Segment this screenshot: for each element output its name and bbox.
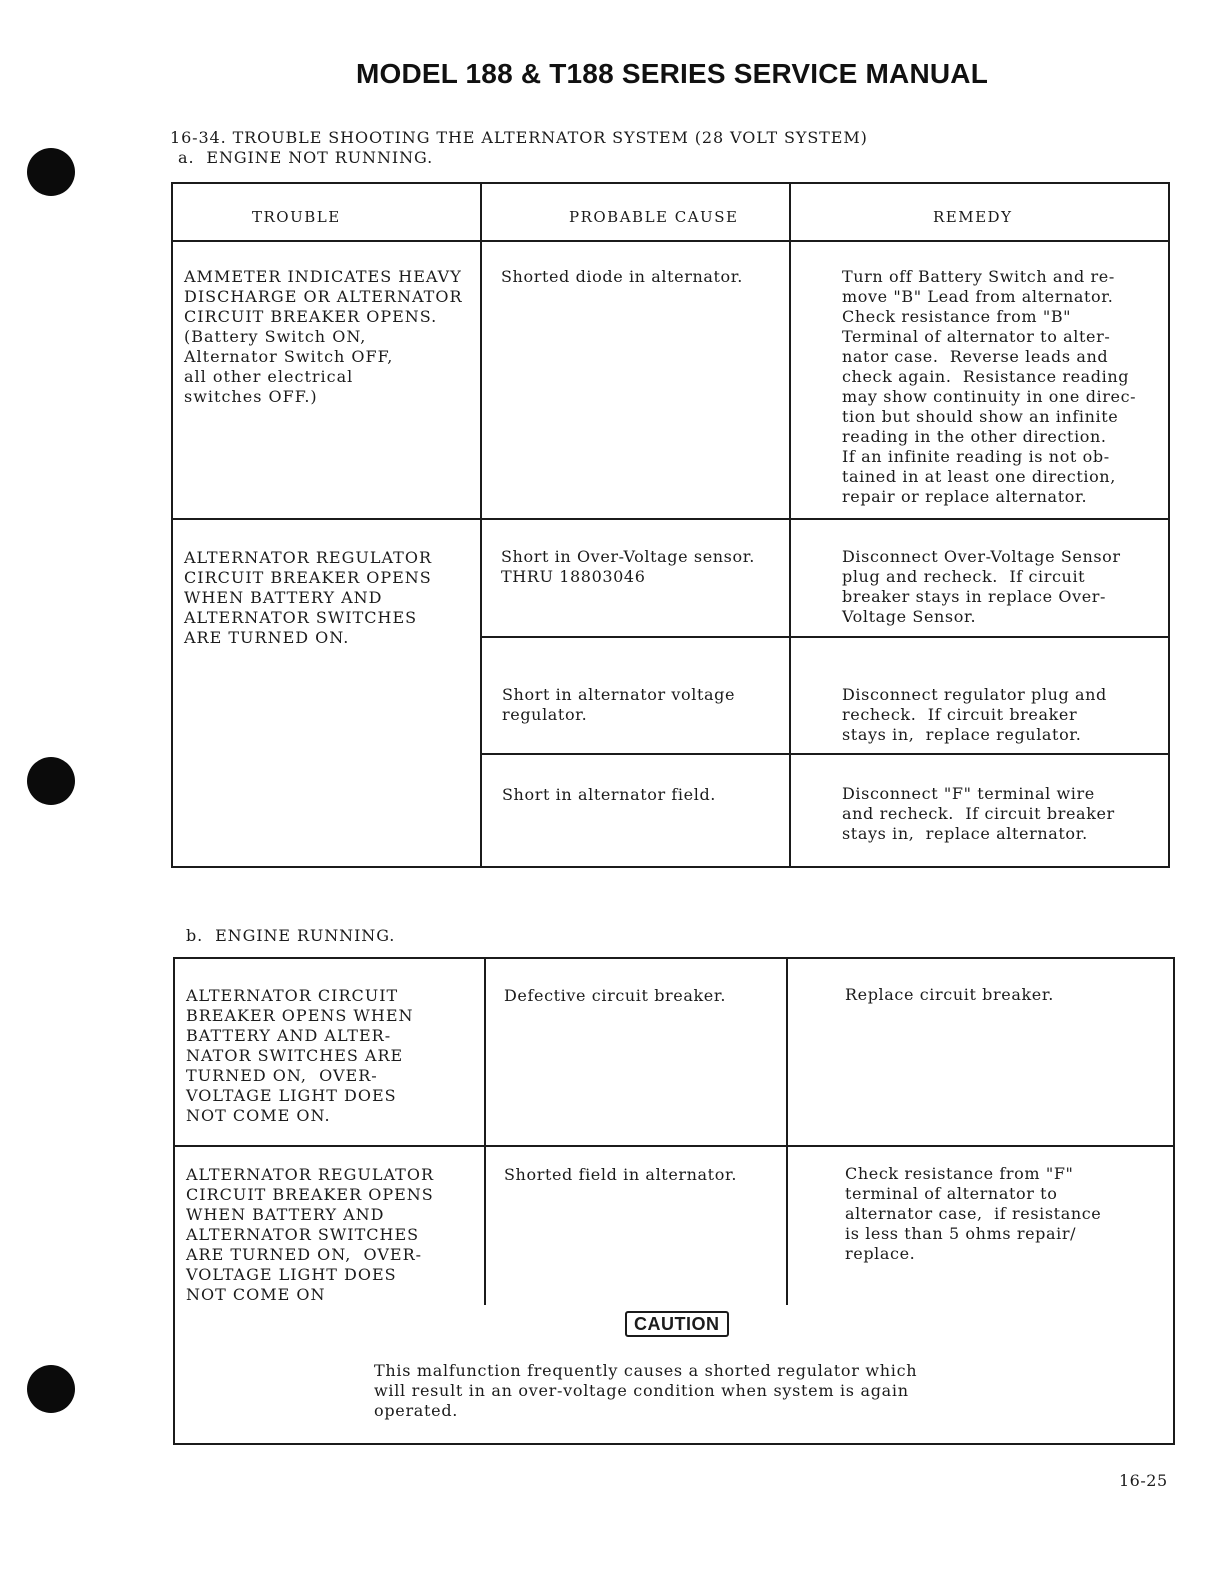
remedy-cell-disconnect-sensor: Disconnect Over-Voltage Sensor plug and recheck. If circuit breaker stays in replace Over- Voltage Sensor. [791, 520, 1168, 638]
cause-cell-alternator-field: Short in alternator field. [482, 755, 791, 866]
page-number: 16-25 [1119, 1471, 1168, 1490]
binder-hole-bottom [27, 1365, 75, 1413]
cause-cell-voltage-regulator: Short in alternator voltage regulator. [482, 638, 791, 755]
column-header-trouble: TROUBLE [173, 184, 482, 242]
trouble-cell-ammeter-heavy-discharge: AMMETER INDICATES HEAVY DISCHARGE OR ALTERNATOR CIRCUIT BREAKER OPENS. (Battery Switch ON, Alternator Switch OFF, all other electrical switches OFF.) [173, 242, 482, 520]
caution-text: This malfunction frequently causes a shorted regulator which will result in an over-voltage condition when system is again operated. [374, 1361, 918, 1420]
remedy-cell-check-field-resistance: Check resistance from "F" terminal of alternator to alternator case, if resistance is less than 5 ohms repair/ replace. [845, 1164, 1102, 1263]
binder-hole-top [27, 148, 75, 196]
cause-cell-shorted-field: Shorted field in alternator. [486, 1147, 788, 1305]
remedy-cell-replace-breaker: Replace circuit breaker. [788, 959, 1173, 1147]
page-title: MODEL 188 & T188 SERIES SERVICE MANUAL [355, 58, 989, 89]
remedy-cell-disconnect-f-terminal: Disconnect "F" terminal wire and recheck. If circuit breaker stays in, replace alternator. [842, 784, 1115, 843]
remedy-cell-check-diode-resistance: Turn off Battery Switch and re- move "B" Lead from alternator. Check resistance from "B" Terminal of alternator to alter- nator case. Reverse leads and check again. Resistance reading may show continuity in one direc- tion but should show an infinite reading in the other direction. If an infinite reading is not ob- tained in at least one direction, repair or replace alternator. [791, 242, 1168, 520]
column-header-probable-cause: PROBABLE CAUSE [482, 184, 791, 242]
subsection-label-engine-not-running: a. ENGINE NOT RUNNING. [178, 148, 434, 167]
trouble-cell-regulator-breaker-opens-running: ALTERNATOR REGULATOR CIRCUIT BREAKER OPENS WHEN BATTERY AND ALTERNATOR SWITCHES ARE TURNED ON, OVER- VOLTAGE LIGHT DOES NOT COME ON [175, 1147, 486, 1305]
cause-cell-defective-breaker: Defective circuit breaker. [486, 959, 788, 1147]
trouble-table-engine-not-running [171, 182, 1170, 868]
remedy-cell-disconnect-regulator: Disconnect regulator plug and recheck. If circuit breaker stays in, replace regulator. [791, 638, 1168, 755]
trouble-table-engine-running [173, 957, 1175, 1445]
subsection-label-engine-running: b. ENGINE RUNNING. [186, 926, 396, 945]
trouble-cell-regulator-breaker-opens: ALTERNATOR REGULATOR CIRCUIT BREAKER OPENS WHEN BATTERY AND ALTERNATOR SWITCHES ARE TURNED ON. [173, 520, 482, 866]
trouble-cell-circuit-breaker-opens: ALTERNATOR CIRCUIT BREAKER OPENS WHEN BATTERY AND ALTER- NATOR SWITCHES ARE TURNED ON, OVER- VOLTAGE LIGHT DOES NOT COME ON. [175, 959, 486, 1147]
column-header-remedy: REMEDY [791, 184, 1168, 242]
cause-cell-shorted-diode: Shorted diode in alternator. [482, 242, 791, 520]
cause-cell-over-voltage-sensor: Short in Over-Voltage sensor. THRU 18803046 [482, 520, 791, 638]
caution-label: CAUTION [625, 1311, 729, 1337]
section-heading: 16-34. TROUBLE SHOOTING THE ALTERNATOR SYSTEM (28 VOLT SYSTEM) [170, 128, 868, 147]
binder-hole-middle [27, 757, 75, 805]
